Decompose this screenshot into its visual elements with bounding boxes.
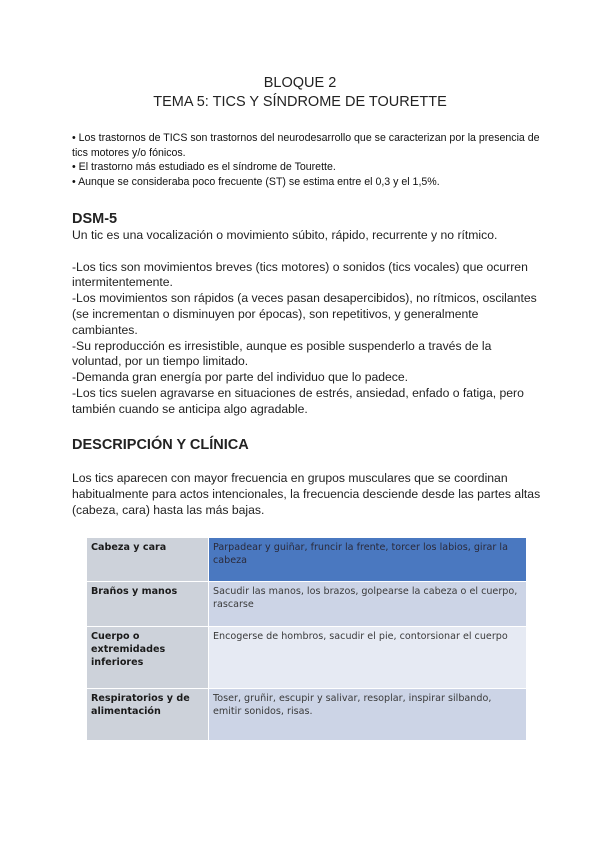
category-cell: Respiratorios y de alimentación xyxy=(87,689,209,741)
dsm5-point: -Los tics son movimientos breves (tics motores) o sonidos (tics vocales) que ocurren intermitentemente. xyxy=(72,259,528,290)
bullet-item: • El trastorno más estudiado es el síndrome de Tourette. xyxy=(72,161,336,173)
category-cell: Cuerpo o extremidades inferiores xyxy=(87,627,209,689)
clinica-paragraph: Los tics aparecen con mayor frecuencia en grupos musculares que se coordinan habitualmente para actos intencionales, la frecuencia desciende desde las partes altas (cabeza, cara) hasta las más bajas. xyxy=(72,471,541,517)
dsm5-point: -Los tics suelen agravarse en situaciones de estrés, ansiedad, enfado o fatiga, pero también cuando se anticipa algo agradable. xyxy=(72,385,524,416)
tic-definition: Un tic es una vocalización o movimiento súbito, rápido, recurrente y no rítmico. xyxy=(72,228,498,242)
clinica-heading: DESCRIPCIÓN Y CLÍNICA xyxy=(72,437,249,453)
table-row xyxy=(87,627,526,689)
clinica-section xyxy=(72,436,542,518)
table-row xyxy=(87,689,526,741)
description-cell: Toser, gruñir, escupir y salivar, resoplar, inspirar silbando, emitir sonidos, risas. xyxy=(209,689,527,741)
dsm5-section xyxy=(72,210,542,418)
dsm5-point: -Su reproducción es irresistible, aunque es posible suspenderlo a través de la voluntad, por un tiempo limitado. xyxy=(72,338,492,369)
topic-title: TEMA 5: TICS Y SÍNDROME DE TOURETTE xyxy=(153,94,447,110)
table-row xyxy=(87,538,526,582)
description-cell: Encogerse de hombros, sacudir el pie, contorsionar el cuerpo xyxy=(209,627,527,689)
description-cell: Sacudir las manos, los brazos, golpearse la cabeza o el cuerpo, rascarse xyxy=(209,582,527,627)
description-cell: Parpadear y guiñar, fruncir la frente, torcer los labios, girar la cabeza xyxy=(209,538,527,582)
bullet-item: • Aunque se consideraba poco frecuente (ST) se estima entre el 0,3 y el 1,5%. xyxy=(72,175,440,188)
document-title xyxy=(0,74,600,112)
category-cell: Cabeza y cara xyxy=(87,538,209,582)
tics-table xyxy=(87,538,526,741)
dsm5-point: -Demanda gran energía por parte del individuo que lo padece. xyxy=(72,370,409,385)
table-row xyxy=(87,582,526,627)
intro-bullets xyxy=(72,131,542,189)
dsm5-heading: DSM-5 xyxy=(72,211,118,227)
bullet-item: • Los trastornos de TICS son trastornos del neurodesarrollo que se caracterizan por la presencia de tics motores y/o fónicos. xyxy=(72,132,540,159)
category-cell: Braños y manos xyxy=(87,582,209,627)
block-title: BLOQUE 2 xyxy=(263,75,337,91)
dsm5-point: -Los movimientos son rápidos (a veces pasan desapercibidos), no rítmicos, oscilantes (se incrementan o disminuyen por épocas), son repetitivos, y generalmente cambiantes. xyxy=(72,291,537,337)
